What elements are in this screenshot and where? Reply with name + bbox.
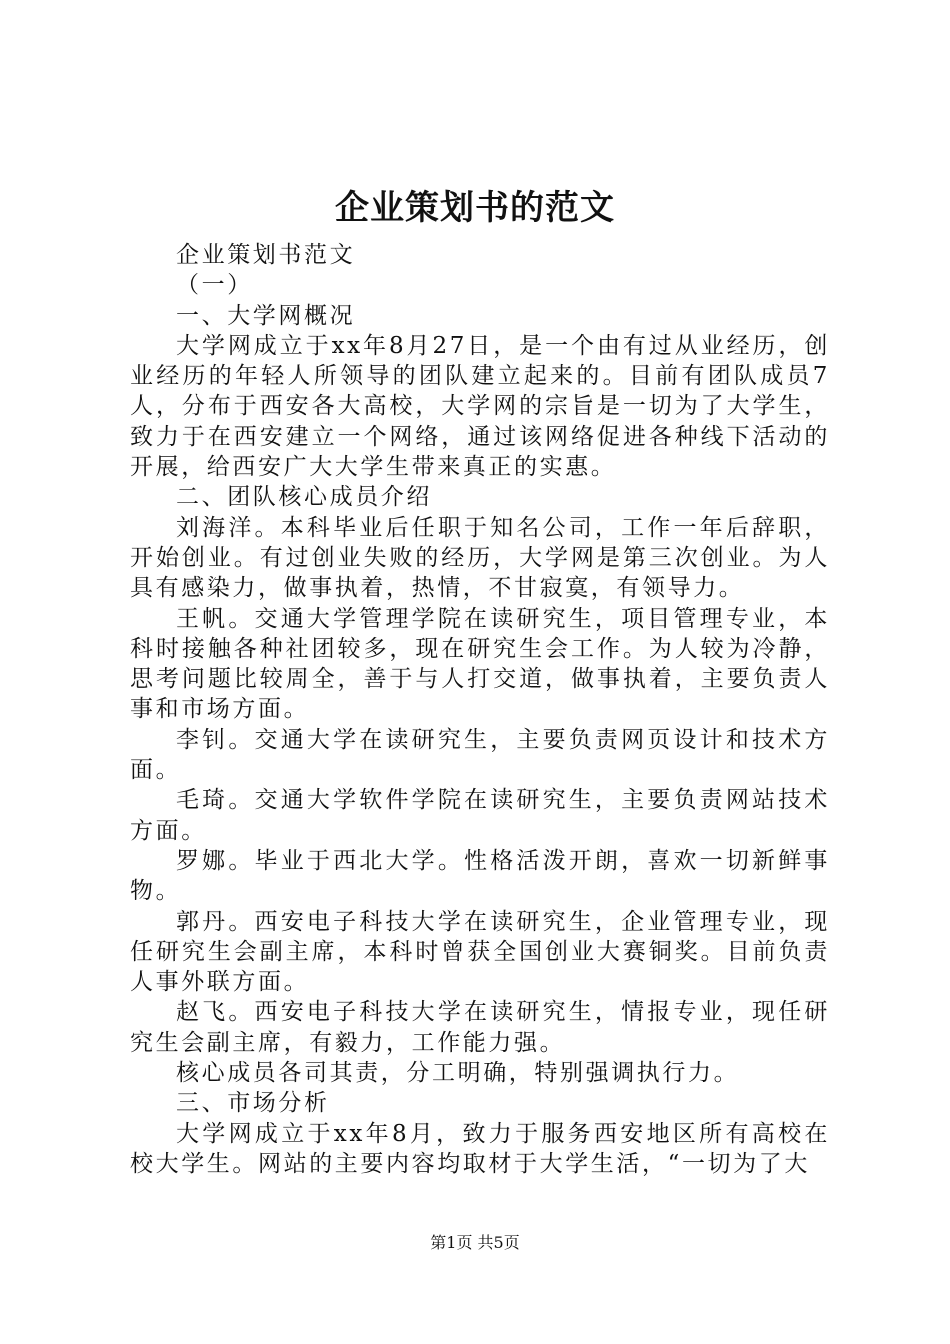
paragraph-member-luo: 罗娜。毕业于西北大学。性格活泼开朗，喜欢一切新鲜事物。: [130, 847, 830, 905]
document-title: 企业策划书的范文: [335, 188, 615, 228]
section-heading-overview: 一、大学网概况: [176, 302, 356, 329]
document-body: [130, 240, 830, 1179]
paragraph-member-wang: 王帆。交通大学管理学院在读研究生，项目管理专业，本科时接触各种社团较多，现在研究生会工作。为人较为冷静，思考问题比较周全，善于与人打交道，做事执着，主要负责人事和市场方面。: [130, 605, 830, 723]
paragraph-subtitle: 企业策划书范文: [176, 242, 356, 268]
paragraph-member-guo: 郭丹。西安电子科技大学在读研究生，企业管理专业，现任研究生会副主席，本科时曾获全国创业大赛铜奖。目前负责人事外联方面。: [130, 908, 830, 996]
page-footer: 第1页 共5页: [430, 1233, 520, 1252]
paragraph-member-mao: 毛琦。交通大学软件学院在读研究生，主要负责网站技术方面。: [130, 787, 830, 844]
paragraph-member-li: 李钊。交通大学在读研究生，主要负责网页设计和技术方面。: [130, 726, 830, 784]
paragraph-part-number: （一）: [176, 272, 253, 299]
paragraph-overview: 大学网成立于xx年8月27日，是一个由有过从业经历，创业经历的年轻人所领导的团队建立起来的。目前有团队成员7人，分布于西安各大高校，大学网的宗旨是一切为了大学生，致力于在西安建立一个网络，通过该网络促进各种线下活动的开展，给西安广大大学生带来真正的实惠。: [130, 332, 830, 481]
paragraph-member-liu: 刘海洋。本科毕业后任职于知名公司，工作一年后辞职，开始创业。有过创业失败的经历，大学网是第三次创业。为人具有感染力，做事执着，热情，不甘寂寞，有领导力。: [130, 514, 830, 602]
paragraph-member-zhao: 赵飞。西安电子科技大学在读研究生，情报专业，现任研究生会副主席，有毅力，工作能力强。: [130, 999, 830, 1056]
paragraph-team-summary: 核心成员各司其责，分工明确，特别强调执行力。: [176, 1060, 740, 1087]
section-heading-market: 三、市场分析: [176, 1090, 330, 1117]
paragraph-market: 大学网成立于xx年8月，致力于服务西安地区所有高校在校大学生。网站的主要内容均取材于大学生活，“一切为了大: [130, 1120, 830, 1177]
section-heading-team: 二、团队核心成员介绍: [176, 484, 432, 511]
